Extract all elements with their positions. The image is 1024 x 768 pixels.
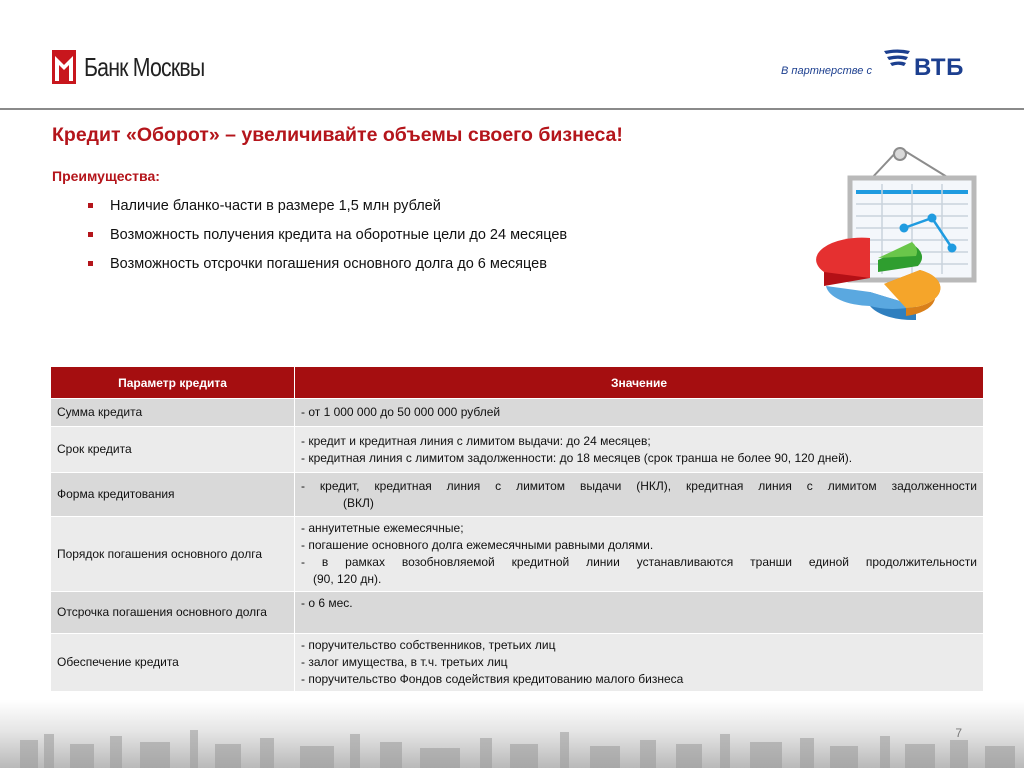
advantages-list (88, 196, 567, 283)
bank-logo (52, 50, 231, 84)
bank-name: Банк Москвы (84, 51, 205, 82)
partner-logo (781, 48, 980, 80)
vtb-wave-icon (882, 48, 912, 70)
value-cell: - о 6 мес. (295, 592, 984, 634)
table-row (51, 473, 984, 517)
table-row (51, 634, 984, 692)
slide-header (0, 0, 1024, 108)
advantages-heading: Преимущества: (52, 168, 160, 184)
partner-text: В партнерстве с (781, 65, 872, 77)
column-header-parameter: Параметр кредита (51, 367, 295, 399)
bullet-square-icon (88, 232, 93, 237)
bullet-square-icon (88, 261, 93, 266)
param-cell: Порядок погашения основного долга (51, 517, 295, 592)
table-header-row (51, 367, 984, 399)
bullet-square-icon (88, 203, 93, 208)
value-cell: - поручительство собственников, третьих лиц - залог имущества, в т.ч. третьих лиц - поручительство Фондов содействия кредитованию малого бизнеса (295, 634, 984, 692)
value-cell: - кредит, кредитная линия с лимитом выдачи (НКЛ), кредитная линия с лимитом задолженности (ВКЛ) (295, 473, 984, 517)
column-header-value: Значение (295, 367, 984, 399)
header-divider (0, 108, 1024, 110)
table-row (51, 592, 984, 634)
param-cell: Форма кредитования (51, 473, 295, 517)
bank-moskvy-logo-icon (52, 50, 76, 84)
vtb-logo (882, 48, 980, 80)
param-cell: Отсрочка погашения основного долга (51, 592, 295, 634)
table-row (51, 399, 984, 427)
credit-parameters-table (50, 366, 984, 692)
value-cell: - кредит и кредитная линия с лимитом выдачи: до 24 месяцев; - кредитная линия с лимитом задолженности: до 18 месяцев (срок транша не более 90, 120 дней). (295, 427, 984, 473)
list-item: Возможность получения кредита на оборотные цели до 24 месяцев (88, 225, 567, 254)
param-cell: Обеспечение кредита (51, 634, 295, 692)
table-row (51, 517, 984, 592)
pie-chart-board-illustration (812, 140, 988, 346)
page-number: 7 (955, 726, 962, 740)
param-cell: Срок кредита (51, 427, 295, 473)
list-item: Наличие бланко-части в размере 1,5 млн рублей (88, 196, 567, 225)
param-cell: Сумма кредита (51, 399, 295, 427)
value-cell: - аннуитетные ежемесячные; - погашение основного долга ежемесячными равными долями. - в рамках возобновляемой кредитной линии устанавливаются транши единой продолжительности (90, 120 дн). (295, 517, 984, 592)
vtb-name: ВТБ (914, 54, 964, 81)
table-row (51, 427, 984, 473)
slide-title: Кредит «Оборот» – увеличивайте объемы своего бизнеса! (52, 124, 623, 146)
value-cell: - от 1 000 000 до 50 000 000 рублей (295, 399, 984, 427)
city-skyline-decoration (0, 700, 1024, 768)
list-item: Возможность отсрочки погашения основного долга до 6 месяцев (88, 254, 567, 283)
